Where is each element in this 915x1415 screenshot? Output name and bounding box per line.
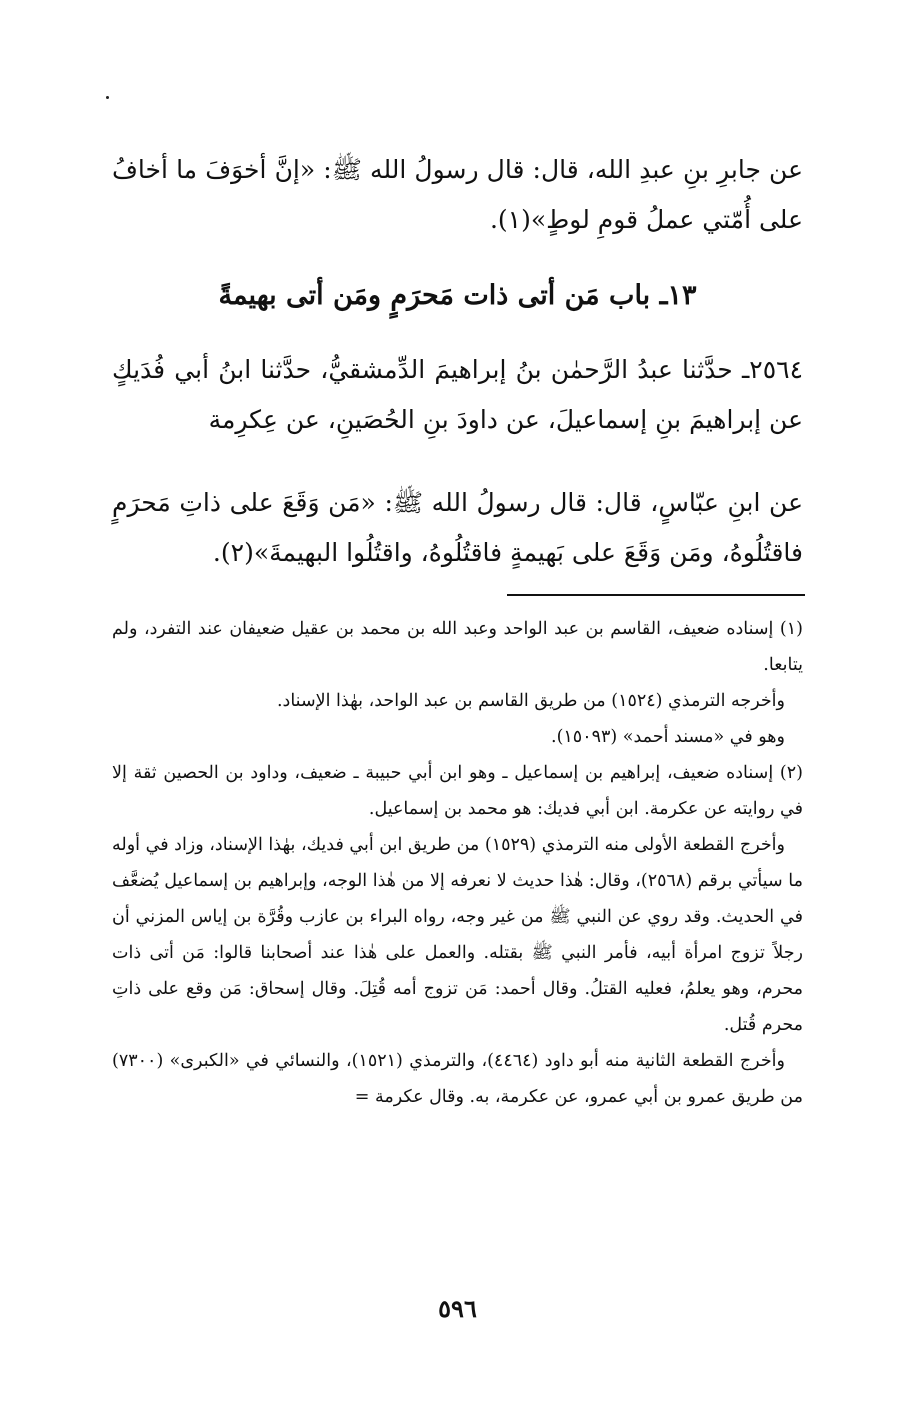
page-number: ٥٩٦ — [438, 1294, 477, 1323]
footnote-2-second-part: وأخرج القطعة الثانية منه أبو داود (٤٤٦٤)، والترمذي (١٥٢١)، والنسائي في «الكبرى» (٧٣٠٠) من طريق عمرو بن أبي عمرو، عن عكرمة، به. وقال عكرمة = — [112, 1051, 803, 1107]
footnote-1: (١) إسناده ضعيف، القاسم بن عبد الواحد وعبد الله بن محمد بن عقيل ضعيفان عند التفرد، ولم يتابعا. — [112, 619, 803, 675]
footnote-separator — [507, 594, 805, 596]
footnote-2: (٢) إسناده ضعيف، إبراهيم بن إسماعيل ـ وهو ابن أبي حبيبة ـ ضعيف، وداود بن الحصين ثقة إلا في روايته عن عكرمة. ابن أبي فديك: هو محمد بن إسماعيل. — [112, 763, 803, 819]
chapter-heading: ١٣ـ باب مَن أتى ذات مَحرَمٍ ومَن أتى بهيمةً — [218, 280, 697, 311]
matn-text: عن ابنِ عبّاسٍ، قال: قال رسولُ الله ﷺ: «مَن وَقَعَ على ذاتِ مَحرَمٍ فاقتُلُوهُ، ومَن وَقَعَ على بَهيمةٍ فاقتُلُوهُ، واقتُلُوا البهيمةَ»(٢). — [112, 488, 803, 567]
hadith-2564-matn — [112, 478, 803, 578]
hadith-text-prev — [112, 145, 803, 245]
footnote-2-first-part: وأخرج القطعة الأولى منه الترمذي (١٥٢٩) من طريق ابن أبي فديك، بهٰذا الإسناد، وزاد في أوله ما سيأتي برقم (٢٥٦٨)، وقال: هٰذا حديث لا نعرفه إلا من هٰذا الوجه، وإبراهيم بن إسماعيل يُضعَّف في الحديث. وقد روي عن النبي ﷺ من غير وجه، رواه البراء بن عازب وقُرَّة بن إياس المزني أن رجلاً تزوج امرأة أبيه، فأمر النبي ﷺ بقتله. والعمل على هٰذا عند أصحابنا قالوا: مَن أتى ذات محرم، وهو يعلمُ، فعليه القتلُ. وقال أحمد: مَن تزوج أمه قُتِلَ. وقال إسحاق: مَن وقع على ذاتِ محرم قُتل. — [112, 835, 803, 1035]
isnad-text: ٢٥٦٤ـ حدَّثنا عبدُ الرَّحمٰن بنُ إبراهيمَ الدِّمشقيُّ، حدَّثنا ابنُ أبي فُدَيكٍ عن إبراهيمَ بنِ إسماعيلَ، عن داودَ بنِ الحُصَينِ، عن عِكرِمة — [112, 355, 803, 434]
hadith-prev-text: عن جابرِ بنِ عبدِ الله، قال: قال رسولُ الله ﷺ: «إنَّ أخوَفَ ما أخافُ على أُمّتي عملُ قومِ لوطٍ»(١). — [112, 155, 803, 234]
footnote-1-takhrij: وأخرجه الترمذي (١٥٢٤) من طريق القاسم بن عبد الواحد، بهٰذا الإسناد. — [276, 691, 785, 711]
stray-mark — [106, 96, 109, 99]
footnote-1-musnad: وهو في «مسند أحمد» (١٥٠٩٣). — [551, 727, 785, 747]
hadith-2564-isnad — [112, 345, 803, 445]
footnotes — [112, 611, 803, 1115]
